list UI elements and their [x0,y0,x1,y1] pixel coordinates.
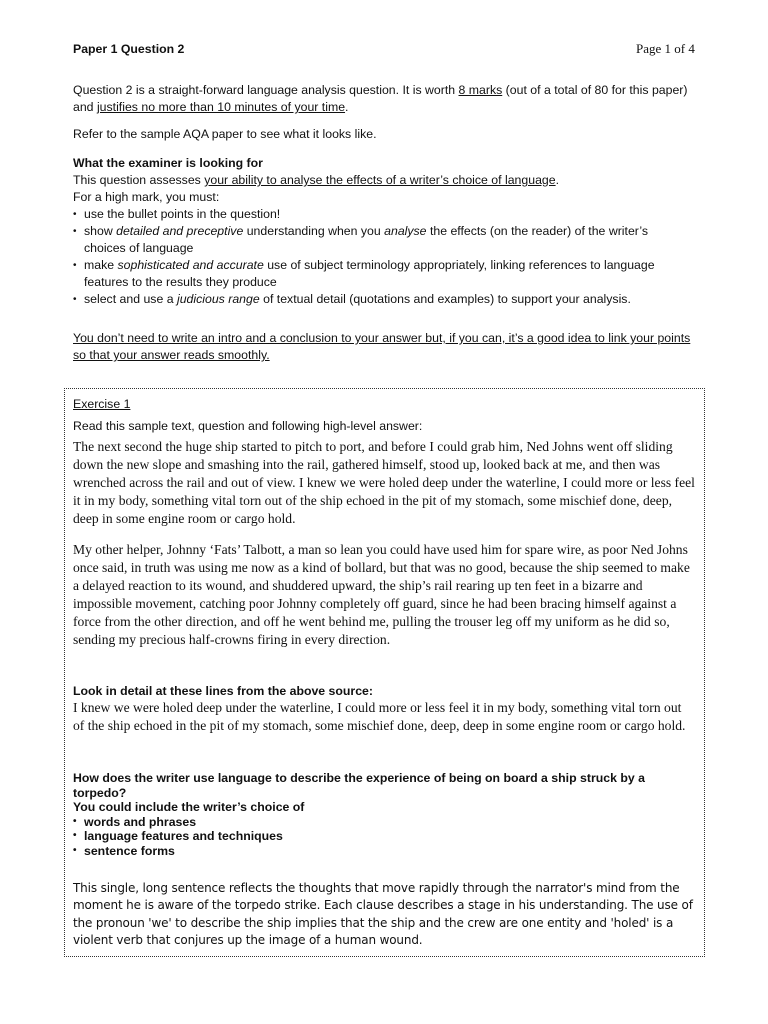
question-bullet-text: words and phrases [84,814,197,829]
page-heading: Paper 1 Question 2 [73,42,185,56]
criteria-list [73,206,691,308]
sample-answer: This single, long sentence reflects the thoughts that move rapidly through the narrator's mind from the moment he is aware of the torpedo strike. Each clause describes a stage in his understanding. The use of the pronoun 'we' to describe the ship implies that the ship and the crew are one entity and 'holed' is a violent verb that conjures up the image of a human wound. [73,881,693,947]
question-block [73,771,695,858]
criteria-emphasis: judicious range [176,292,260,306]
criteria-emphasis: analyse [384,224,427,238]
intro-text-b: (out of a total of 80 for this paper) and [73,83,688,114]
assess-text-b: . [555,173,560,187]
examiner-section [73,155,691,308]
source-extract: I knew we were holed deep under the waterline, I could more or less feel it in my body, something vital torn out of the ship echoed in the pit of my stomach, some mischief done, deep, deep in some engine room or cargo hold. [73,700,686,733]
criteria-text: understanding when you [243,224,385,238]
refer-paragraph: Refer to the sample AQA paper to see what it looks like. [73,127,377,141]
source-paragraph-1: The next second the huge ship started to pitch to port, and before I could grab him, Ned Johns went off sliding down the new slope and smashing into the rail, gathered himself, stood up, looked back at me, and then was wrenched across the rail and out of view. I knew we were holed deep under the waterline, I could more or less feel it in my body, something vital torn out of the ship echoed in the pit of my stomach, some mischief done, deep, deep in some engine room or cargo hold. [73,439,695,526]
criteria-text: of textual detail (quotations and examples) to support your analysis. [259,292,631,306]
assess-text-a: This question assesses [73,173,205,187]
intro-text-c: . [345,100,349,114]
intro-paragraph [73,82,691,116]
exercise-title: Exercise 1 [73,397,131,411]
assess-underlined: your ability to analyse the effects of a writer’s choice of language [204,173,556,187]
criteria-item [73,257,691,291]
high-mark-line: For a high mark, you must: [73,190,220,204]
assess-line [73,172,691,189]
look-heading: Look in detail at these lines from the above source: [73,684,373,698]
criteria-text: the effects (on the reader) of the writer’s choices of language [84,224,648,255]
criteria-text: select and use a [84,292,177,306]
question-bullet [73,844,695,859]
question-text: How does the writer use language to describe the experience of being on board a ship struck by a torpedo? [73,771,645,800]
criteria-text: use of subject terminology appropriately, linking references to language features to the results they produce [84,258,655,289]
could-include-text: You could include the writer’s choice of [73,800,305,814]
criteria-text: make [84,258,118,272]
question-bullet [73,829,695,844]
criteria-emphasis: sophisticated and accurate [117,258,264,272]
criteria-text: use the bullet points in the question! [84,207,281,221]
question-bullet-text: sentence forms [84,843,175,858]
question-bullet [73,815,695,830]
time-text: justifies no more than 10 minutes of your time [96,100,346,114]
criteria-text: show [84,224,117,238]
page-number: Page 1 of 4 [636,41,695,56]
question-bullets [73,815,695,859]
criteria-item [73,291,691,308]
source-paragraph-2: My other helper, Johnny ‘Fats’ Talbott, a man so lean you could have used him for spare wire, as poor Ned Johns once said, in truth was using me now as a kind of bollard, but that was no good, because the ship seemed to make a delayed reaction to its wound, and shuddered upward, the ship’s rail rearing up ten feet in a bizarre and impossible movement, catching poor Johnny completely off guard, since he had been bracing himself against a force from the other direction, and off he went behind me, pulling the trouser leg off my uniform as he did so, sending my precious half-crowns firing in every direction. [73,542,690,647]
marks-text: 8 marks [458,83,503,97]
criteria-emphasis: detailed and preceptive [116,224,244,238]
criteria-item [73,223,691,257]
examiner-heading: What the examiner is looking for [73,156,263,170]
advice-paragraph: You don’t need to write an intro and a conclusion to your answer but, if you can, it’s a good idea to link your points so that your answer reads smoothly. [73,331,691,362]
question-bullet-text: language features and techniques [84,829,283,843]
exercise-instruction: Read this sample text, question and following high-level answer: [73,419,423,433]
criteria-item [73,206,691,223]
intro-text-a: Question 2 is a straight-forward language analysis question. It is worth [73,83,459,97]
